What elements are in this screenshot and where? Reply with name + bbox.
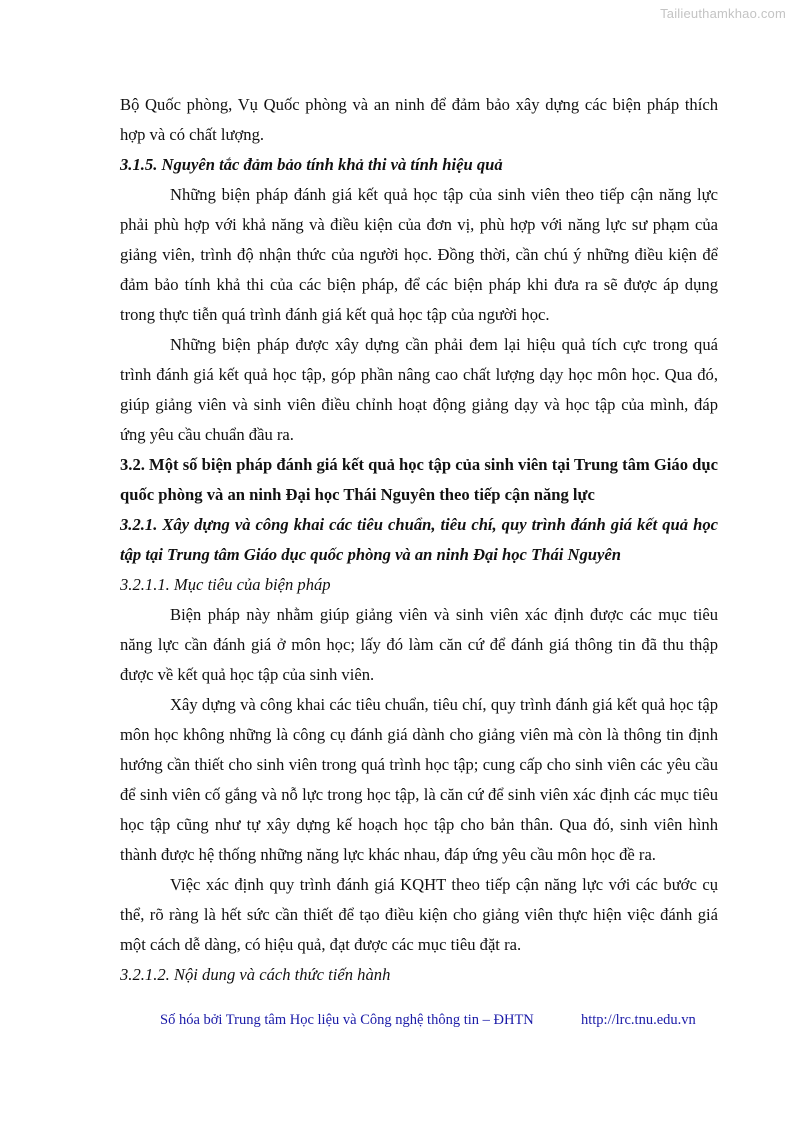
footer-credit: Số hóa bởi Trung tâm Học liệu và Công nghệ thông tin – ĐHTN bbox=[160, 1012, 534, 1028]
paragraph: Bộ Quốc phòng, Vụ Quốc phòng và an ninh để đảm bảo xây dựng các biện pháp thích hợp và có chất lượng. bbox=[120, 95, 718, 144]
section-heading: 3.1.5. Nguyên tắc đảm bảo tính khả thi và tính hiệu quả bbox=[120, 155, 503, 174]
document-body bbox=[120, 90, 718, 990]
page-footer bbox=[160, 1012, 696, 1029]
paragraph: Xây dựng và công khai các tiêu chuẩn, tiêu chí, quy trình đánh giá kết quả học tập môn học không những là công cụ đánh giá dành cho giảng viên mà còn là thông tin định hướng cần thiết cho sinh viên trong quá trình học tập; cung cấp cho sinh viên các yêu cầu để sinh viên cố gắng và nỗ lực trong học tập, là căn cứ để sinh viên xác định các mục tiêu học tập cũng như tự xây dựng kế hoạch học tập cho bản thân. Qua đó, sinh viên hình thành được hệ thống những năng lực khác nhau, đáp ứng yêu cầu môn học đề ra. bbox=[120, 695, 718, 864]
subsection-heading: 3.2.1. Xây dựng và công khai các tiêu chuẩn, tiêu chí, quy trình đánh giá kết quả học tập tại Trung tâm Giáo dục quốc phòng và an ninh Đại học Thái Nguyên bbox=[120, 515, 718, 564]
paragraph: Việc xác định quy trình đánh giá KQHT theo tiếp cận năng lực với các bước cụ thể, rõ ràng là hết sức cần thiết để tạo điều kiện cho giảng viên thực hiện việc đánh giá một cách dễ dàng, có hiệu quả, đạt được các mục tiêu đặt ra. bbox=[120, 875, 718, 954]
subsubsection-heading: 3.2.1.2. Nội dung và cách thức tiến hành bbox=[120, 965, 391, 984]
paragraph: Biện pháp này nhằm giúp giảng viên và sinh viên xác định được các mục tiêu năng lực cần đánh giá ở môn học; lấy đó làm căn cứ để đánh giá thông tin đã thu thập được về kết quả học tập của sinh viên. bbox=[120, 605, 718, 684]
paragraph: Những biện pháp đánh giá kết quả học tập của sinh viên theo tiếp cận năng lực phải phù hợp với khả năng và điều kiện của đơn vị, phù hợp với năng lực sư phạm của giảng viên, trình độ nhận thức của người học. Đồng thời, cần chú ý những điều kiện để đảm bảo tính khả thi của các biện pháp, để các biện pháp khi đưa ra sẽ được áp dụng trong thực tiễn quá trình đánh giá kết quả học tập của người học. bbox=[120, 185, 718, 324]
paragraph: Những biện pháp được xây dựng cần phải đem lại hiệu quả tích cực trong quá trình đánh giá kết quả học tập, góp phần nâng cao chất lượng dạy học môn học. Qua đó, giúp giảng viên và sinh viên điều chỉnh hoạt động giảng dạy và học tập của mình, đáp ứng yêu cầu chuẩn đầu ra. bbox=[120, 335, 718, 444]
footer-link[interactable]: http://lrc.tnu.edu.vn bbox=[581, 1012, 696, 1028]
subsubsection-heading: 3.2.1.1. Mục tiêu của biện pháp bbox=[120, 575, 331, 594]
section-heading: 3.2. Một số biện pháp đánh giá kết quả học tập của sinh viên tại Trung tâm Giáo dục quốc phòng và an ninh Đại học Thái Nguyên theo tiếp cận năng lực bbox=[120, 455, 718, 504]
watermark: Tailieuthamkhao.com bbox=[660, 6, 786, 21]
